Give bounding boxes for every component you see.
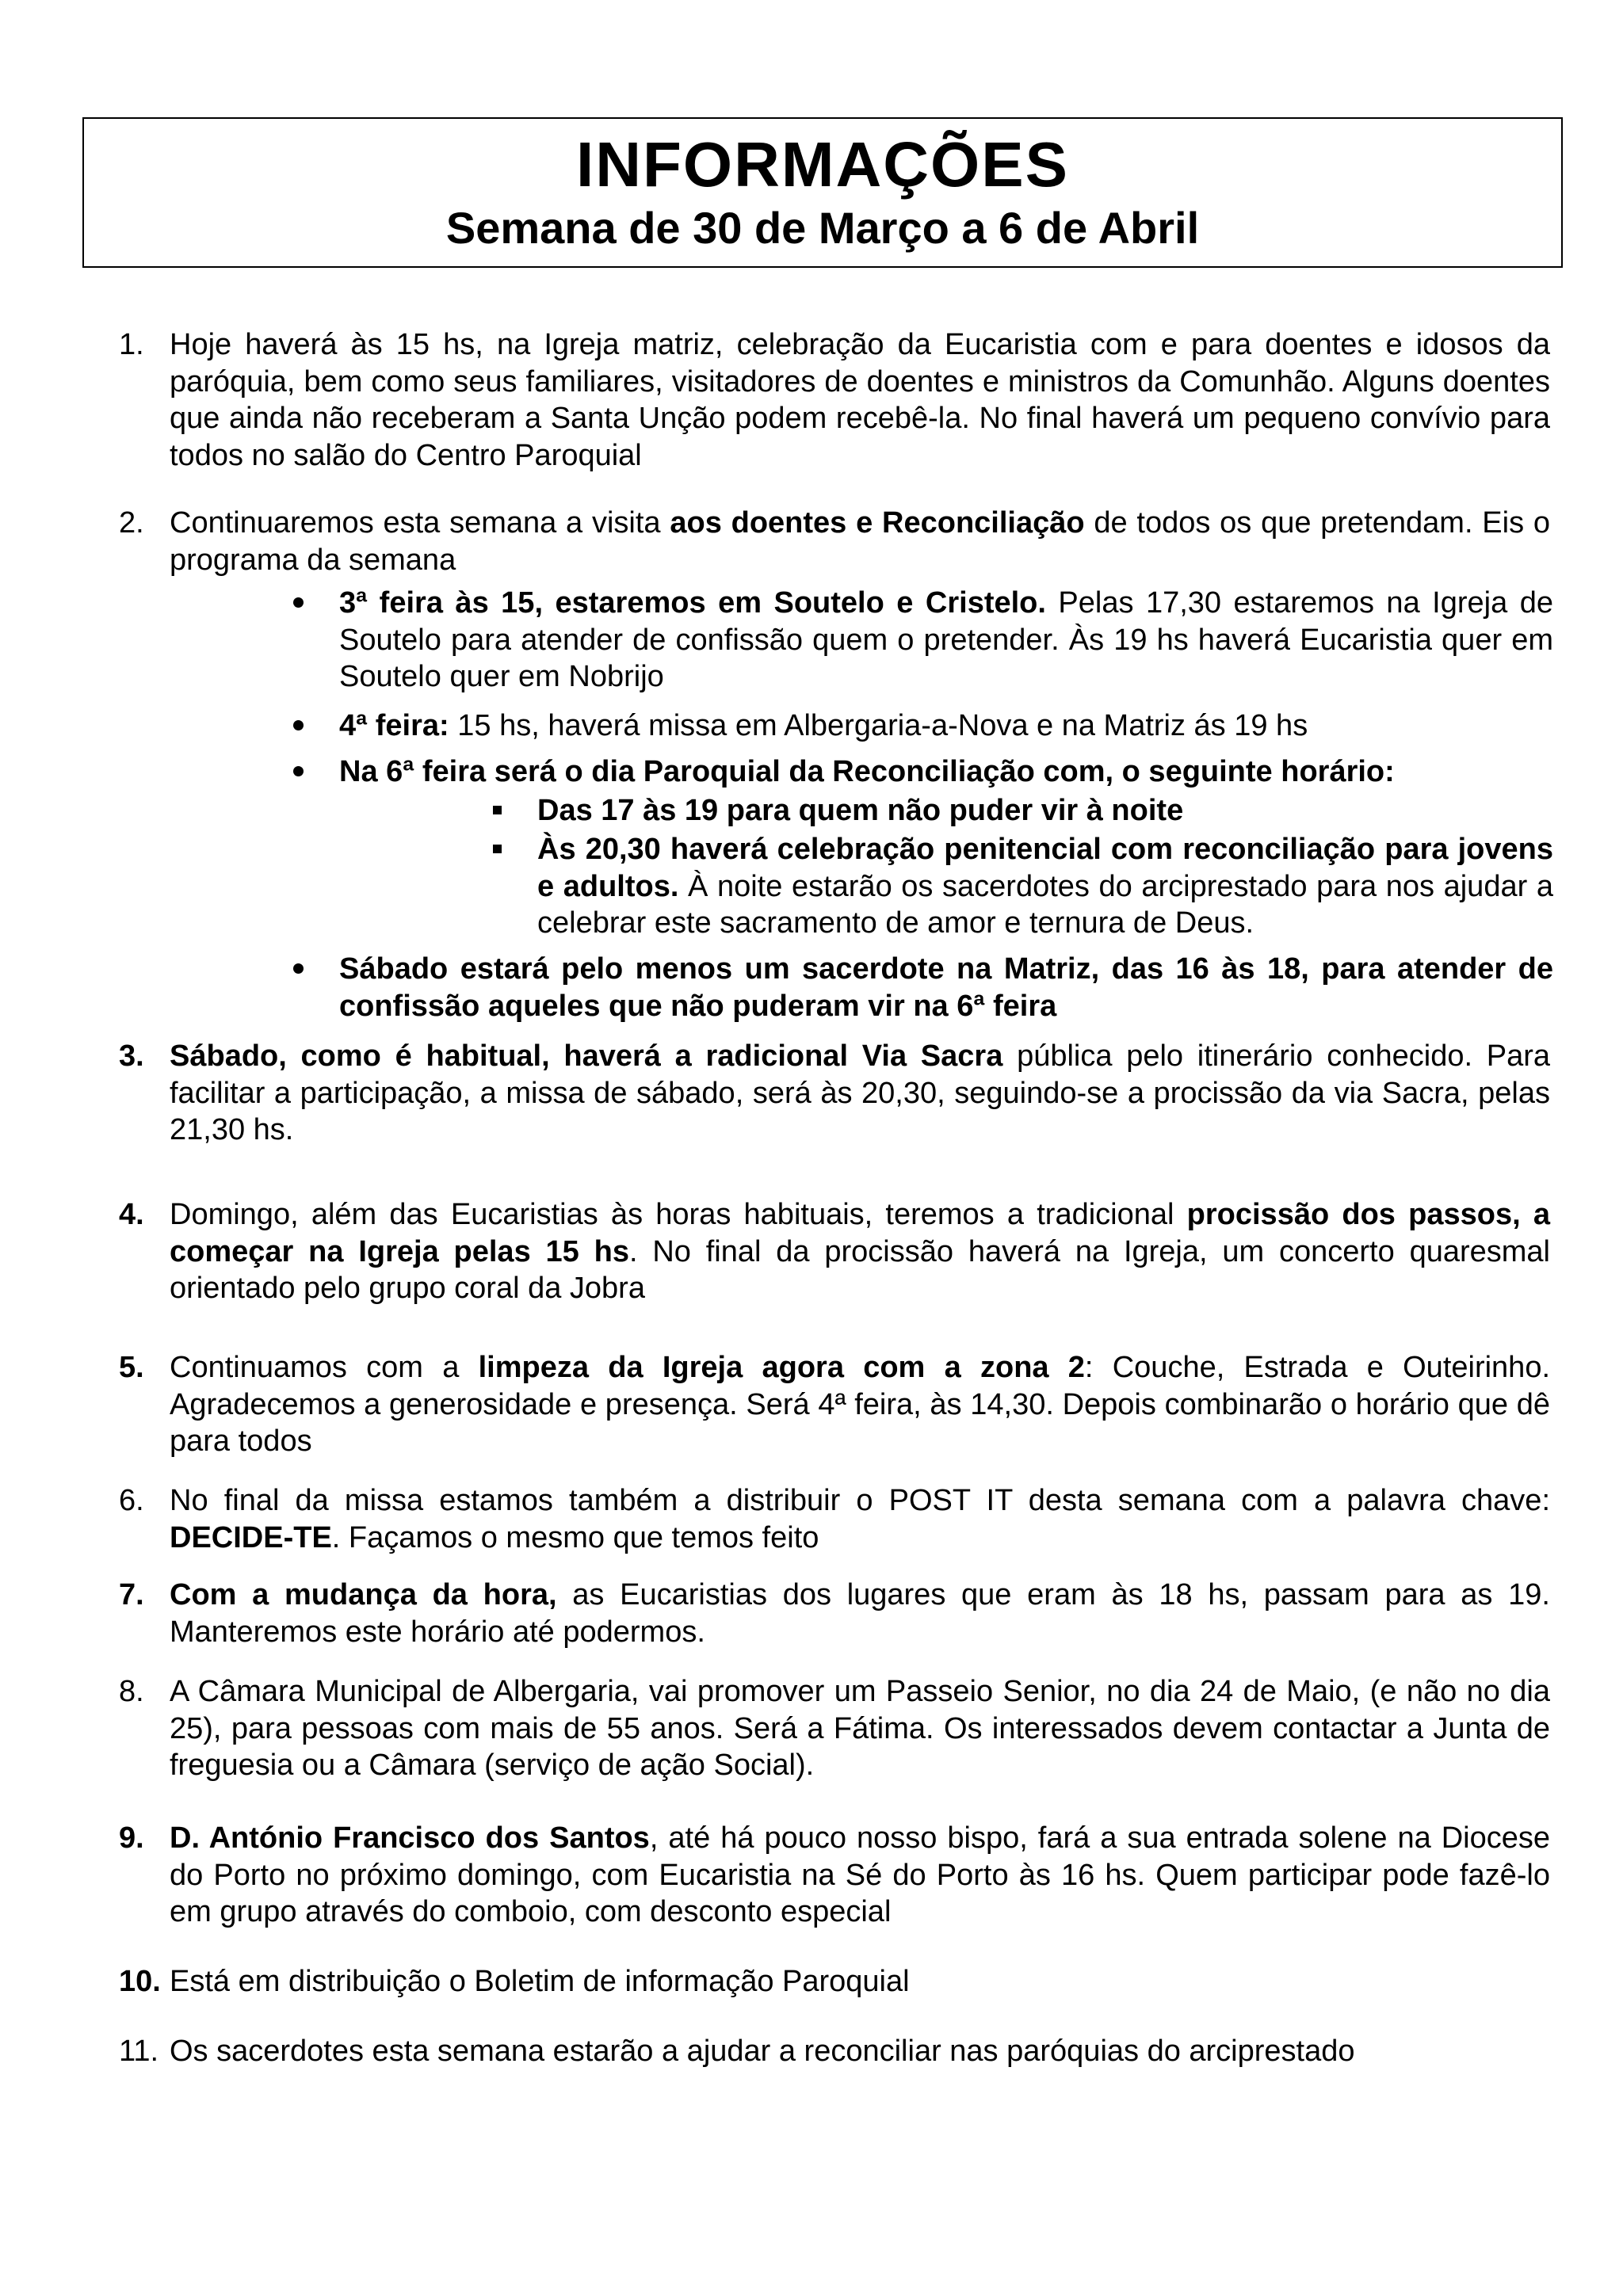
notice-item-7 <box>119 1577 1550 1650</box>
sub-bullet-item: Das 17 às 19 para quem não puder vir à noite <box>493 792 1553 830</box>
notice-number: 3. <box>119 1039 144 1073</box>
notice-text: Está em distribuição o Boletim de informação Paroquial <box>170 1965 910 1998</box>
sub-bullet-item: Às 20,30 haverá celebração penitencial com reconciliação para jovens e adultos. À noite estarão os sacerdotes do arciprestado para nos ajudar a celebrar este sacramento de amor e ternura de Deus. <box>493 831 1553 942</box>
notice-number: 7. <box>119 1578 144 1611</box>
notice-number: 8. <box>119 1675 144 1708</box>
notice-item-10 <box>119 1963 1550 2000</box>
notice-number: 1. <box>119 328 144 361</box>
notice-item-9 <box>119 1820 1550 1931</box>
page-subtitle: Semana de 30 de Março a 6 de Abril <box>445 203 1200 253</box>
notice-text: A Câmara Municipal de Albergaria, vai promover um Passeio Senior, no dia 24 de Maio, (e não no dia 25), para pessoas com mais de 55 anos. Será a Fátima. Os interessados devem contactar a Junta de freguesia ou a Câmara (serviço de ação Social). <box>170 1675 1550 1782</box>
square-bullet-icon <box>493 845 502 853</box>
notice-text: No final da missa estamos também a distribuir o POST IT desta semana com a palavra chave: DECIDE-TE. Façamos o mesmo que temos feito <box>170 1484 1550 1554</box>
notice-text: Sábado, como é habitual, haverá a radicional Via Sacra pública pelo itinerário conhecido. Para facilitar a participação, a missa de sábado, será às 20,30, seguindo-se a procissão da via Sacra, pelas 21,30 hs. <box>170 1039 1551 1146</box>
notice-text: Domingo, além das Eucaristias às horas habituais, teremos a tradicional procissão dos passos, a começar na Igreja pelas 15 hs. No final da procissão haverá na Igreja, um concerto quaresmal orientado pelo grupo coral da Jobra <box>170 1198 1551 1305</box>
square-bullet-icon <box>493 806 502 814</box>
bullet-item: 4ª feira: 15 hs, haverá missa em Albergaria-a-Nova e na Matriz ás 19 hs <box>293 707 1553 745</box>
notice-item-3 <box>119 1038 1550 1149</box>
notice-text: Hoje haverá às 15 hs, na Igreja matriz, celebração da Eucaristia com e para doentes e idosos da paróquia, bem como seus familiares, visitadores de doentes e ministros da Comunhão. Alguns doentes que ainda não receberam a Santa Unção podem recebê-la. No final haverá um pequeno convívio para todos no salão do Centro Paroquial <box>170 328 1550 472</box>
notice-number: 2. <box>119 506 144 540</box>
notice-text: D. António Francisco dos Santos, até há pouco nosso bispo, fará a sua entrada solene na Diocese do Porto no próximo domingo, com Eucaristia na Sé do Porto às 16 hs. Quem participar pode fazê-lo em grupo através do comboio, com desconto especial <box>170 1821 1550 1928</box>
page-title: INFORMAÇÕES <box>576 129 1069 200</box>
notice-number: 5. <box>119 1351 144 1384</box>
title-box <box>82 117 1563 268</box>
notice-number: 6. <box>119 1484 144 1517</box>
bullet-icon <box>293 720 304 730</box>
notice-number: 11. <box>119 2035 159 2068</box>
notice-item-5 <box>119 1349 1550 1460</box>
notice-text: Continuaremos esta semana a visita aos doentes e Reconciliação de todos os que pretendam. Eis o programa da semana <box>170 506 1550 577</box>
notice-number: 10. <box>119 1965 161 1998</box>
bullet-icon <box>293 963 304 974</box>
bullet-item: Sábado estará pelo menos um sacerdote na Matriz, das 16 às 18, para atender de confissão aqueles que não puderam vir na 6ª feira <box>293 951 1553 1024</box>
notice-text: Com a mudança da hora, as Eucaristias dos lugares que eram às 18 hs, passam para as 19. Manteremos este horário até podermos. <box>170 1578 1550 1649</box>
bullet-item: Na 6ª feira será o dia Paroquial da Reconciliação com, o seguinte horário: <box>293 753 1553 791</box>
notice-item-8 <box>119 1673 1550 1784</box>
bullet-icon <box>293 597 304 608</box>
bullet-icon <box>293 766 304 776</box>
notice-item-2 <box>119 505 1550 578</box>
notice-item-1 <box>119 326 1550 474</box>
notice-item-6 <box>119 1482 1550 1556</box>
notice-number: 9. <box>119 1821 144 1855</box>
notice-text: Continuamos com a limpeza da Igreja agora com a zona 2: Couche, Estrada e Outeirinho. Agradecemos a generosidade e presença. Será 4ª feira, às 14,30. Depois combinarão o horário que dê para todos <box>170 1351 1551 1458</box>
bullet-item: 3ª feira às 15, estaremos em Soutelo e Cristelo. Pelas 17,30 estaremos na Igreja de Soutelo para atender de confissão quem o pretender. Às 19 hs haverá Eucaristia quer em Soutelo quer em Nobrijo <box>293 585 1553 696</box>
notice-text: Os sacerdotes esta semana estarão a ajudar a reconciliar nas paróquias do arciprestado <box>170 2035 1355 2068</box>
notice-item-4 <box>119 1196 1550 1307</box>
notice-number: 4. <box>119 1198 144 1231</box>
notice-item-11 <box>119 2033 1550 2070</box>
